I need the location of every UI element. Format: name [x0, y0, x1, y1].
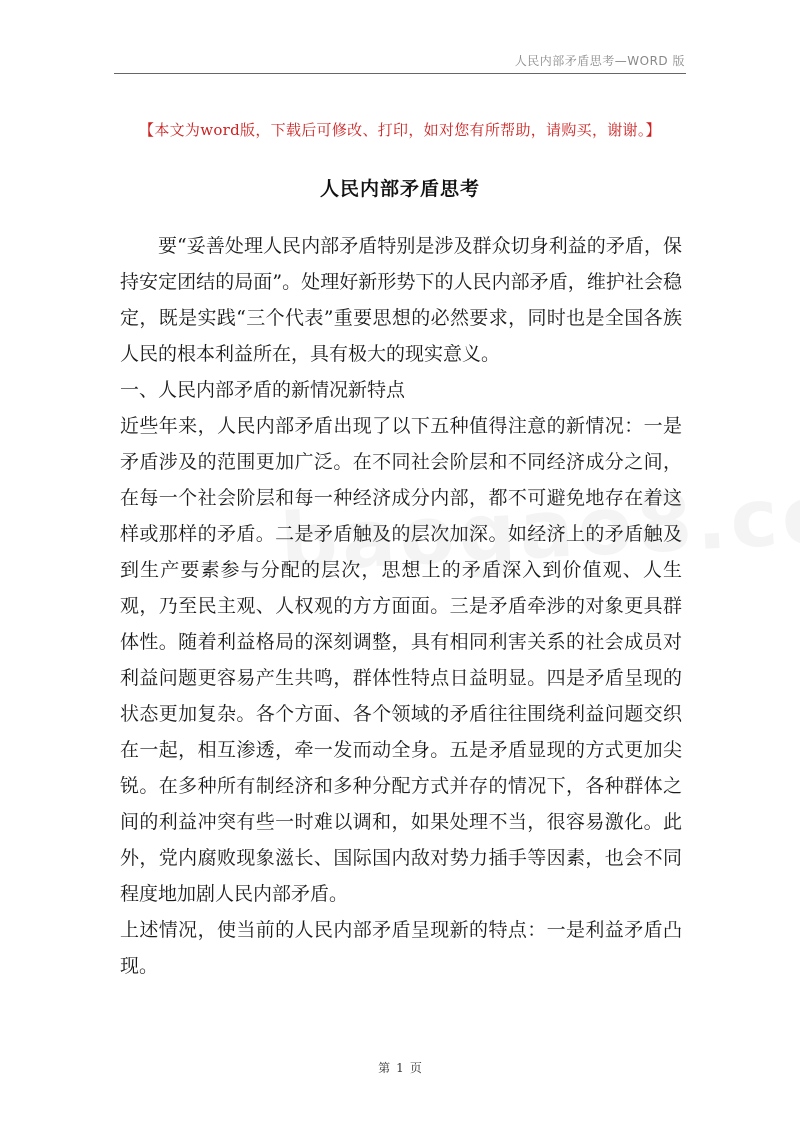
- document-body: [120, 228, 682, 984]
- page-number: 1: [396, 1061, 404, 1075]
- body-paragraph: 近些年来，人民内部矛盾出现了以下五种值得注意的新情况：一是矛盾涉及的范围更加广泛。在不同社会阶层和不同经济成分之间，在每一个社会阶层和每一种经济成分内部，都不可避免地存在着这样或那样的矛盾。二是矛盾触及的层次加深。如经济上的矛盾触及到生产要素参与分配的层次，思想上的矛盾深入到价值观、人生观，乃至民主观、人权观的方方面面。三是矛盾牵涉的对象更具群体性。随着利益格局的深刻调整，具有相同利害关系的社会成员对利益问题更容易产生共鸣，群体性特点日益明显。四是矛盾呈现的状态更加复杂。各个方面、各个领域的矛盾往往围绕利益问题交织在一起，相互渗透，牵一发而动全身。五是矛盾显现的方式更加尖锐。在多种所有制经济和多种分配方式并存的情况下，各种群体之间的利益冲突有些一时难以调和，如果处理不当，很容易激化。此外，党内腐败现象滋长、国际国内敌对势力插手等因素，也会不同程度地加剧人民内部矛盾。: [120, 415, 682, 905]
- footer-prefix: 第: [378, 1061, 391, 1075]
- body-paragraph: 上述情况，使当前的人民内部矛盾呈现新的特点：一是利益矛盾凸现。: [120, 919, 682, 977]
- document-title: 人民内部矛盾思考: [319, 178, 480, 200]
- section-heading: 一、人民内部矛盾的新情况新特点: [120, 379, 406, 401]
- download-notice: 【本文为word版，下载后可修改、打印，如对您有所帮助，请购买，谢谢。】: [139, 121, 661, 139]
- header-divider: [114, 73, 686, 74]
- footer-suffix: 页: [409, 1061, 422, 1075]
- page-footer: [0, 1059, 800, 1076]
- intro-paragraph: 要“妥善处理人民内部矛盾特别是涉及群众切身利益的矛盾，保持安定团结的局面”。处理好新形势下的人民内部矛盾，维护社会稳定，既是实践“三个代表”重要思想的必然要求，同时也是全国各族人民的根本利益所在，具有极大的现实意义。: [120, 235, 682, 365]
- running-header: 人民内部矛盾思考—WORD 版: [514, 54, 685, 68]
